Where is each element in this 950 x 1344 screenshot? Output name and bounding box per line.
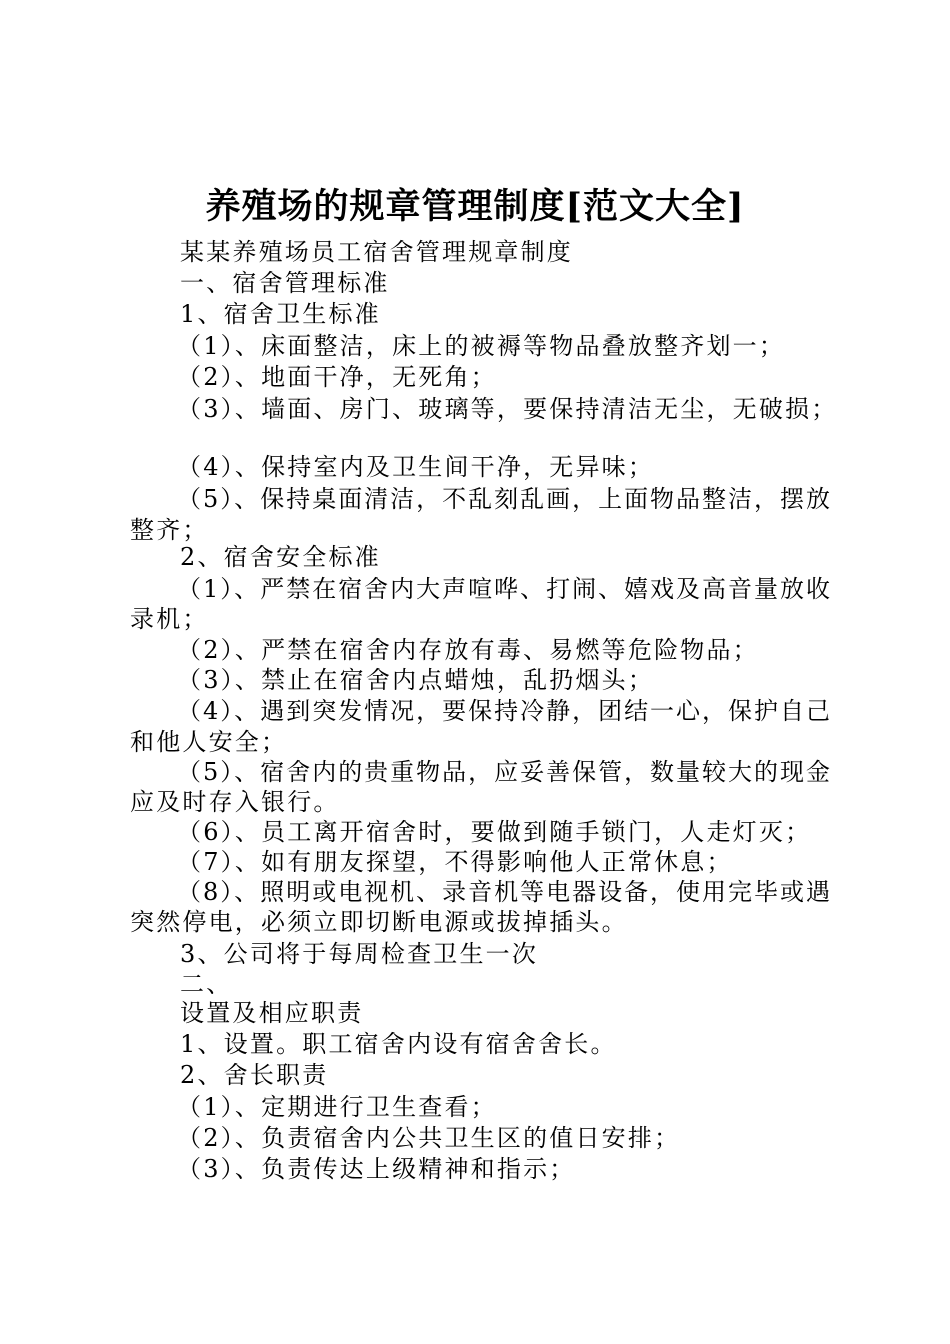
sub-heading: 2、舍长职责	[180, 1061, 329, 1089]
section-heading: 二、	[180, 970, 233, 998]
list-item: （3）、负责传达上级精神和指示；	[177, 1155, 576, 1183]
list-item: （3）、禁止在宿舍内点蜡烛，乱扔烟头；	[177, 666, 655, 694]
list-item: （4）、保持室内及卫生间干净，无异味；	[177, 453, 655, 481]
list-item: （1）、床面整洁，床上的被褥等物品叠放整齐划一；	[177, 332, 786, 360]
list-item: （5）、宿舍内的贵重物品，应妥善保管，数量较大的现金	[177, 758, 830, 786]
paragraph: 1、设置。职工宿舍内设有宿舍舍长。	[180, 1030, 617, 1058]
list-item: （4）、遇到突发情况，要保持冷静，团结一心，保护自己	[177, 697, 830, 725]
list-item: （8）、照明或电视机、录音机等电器设备，使用完毕或遇	[177, 878, 830, 906]
list-item-continuation: 应及时存入银行。	[130, 788, 340, 816]
list-item: （1）、严禁在宿舍内大声喧哗、打闹、嬉戏及高音量放收	[177, 575, 830, 603]
list-item: （5）、保持桌面清洁，不乱刻乱画，上面物品整洁，摆放	[177, 485, 830, 513]
section-heading: 一、宿舍管理标准	[180, 269, 390, 297]
document-title: 养殖场的规章管理制度[范文大全]	[205, 186, 745, 227]
list-item: （2）、严禁在宿舍内存放有毒、易燃等危险物品；	[177, 636, 759, 664]
sub-heading: 1、宿舍卫生标准	[180, 300, 381, 328]
subtitle: 某某养殖场员工宿舍管理规章制度	[180, 238, 573, 266]
sub-heading: 2、宿舍安全标准	[180, 543, 381, 571]
list-item: （7）、如有朋友探望，不得影响他人正常休息；	[177, 848, 733, 876]
list-item-continuation: 突然停电，必须立即切断电源或拔掉插头。	[130, 908, 628, 936]
list-item-continuation: 录机；	[130, 605, 209, 633]
list-item: （1）、定期进行卫生查看；	[177, 1093, 497, 1121]
list-item: （3）、墙面、房门、玻璃等，要保持清洁无尘，无破损；	[177, 395, 838, 423]
sub-heading: 3、公司将于每周检查卫生一次	[180, 940, 539, 968]
list-item-continuation: 和他人安全；	[130, 728, 288, 756]
list-item: （2）、地面干净，无死角；	[177, 363, 497, 391]
list-item: （2）、负责宿舍内公共卫生区的值日安排；	[177, 1124, 681, 1152]
section-heading: 设置及相应职责	[180, 999, 364, 1027]
list-item-continuation: 整齐；	[130, 516, 209, 544]
list-item: （6）、员工离开宿舍时，要做到随手锁门，人走灯灭；	[177, 818, 812, 846]
